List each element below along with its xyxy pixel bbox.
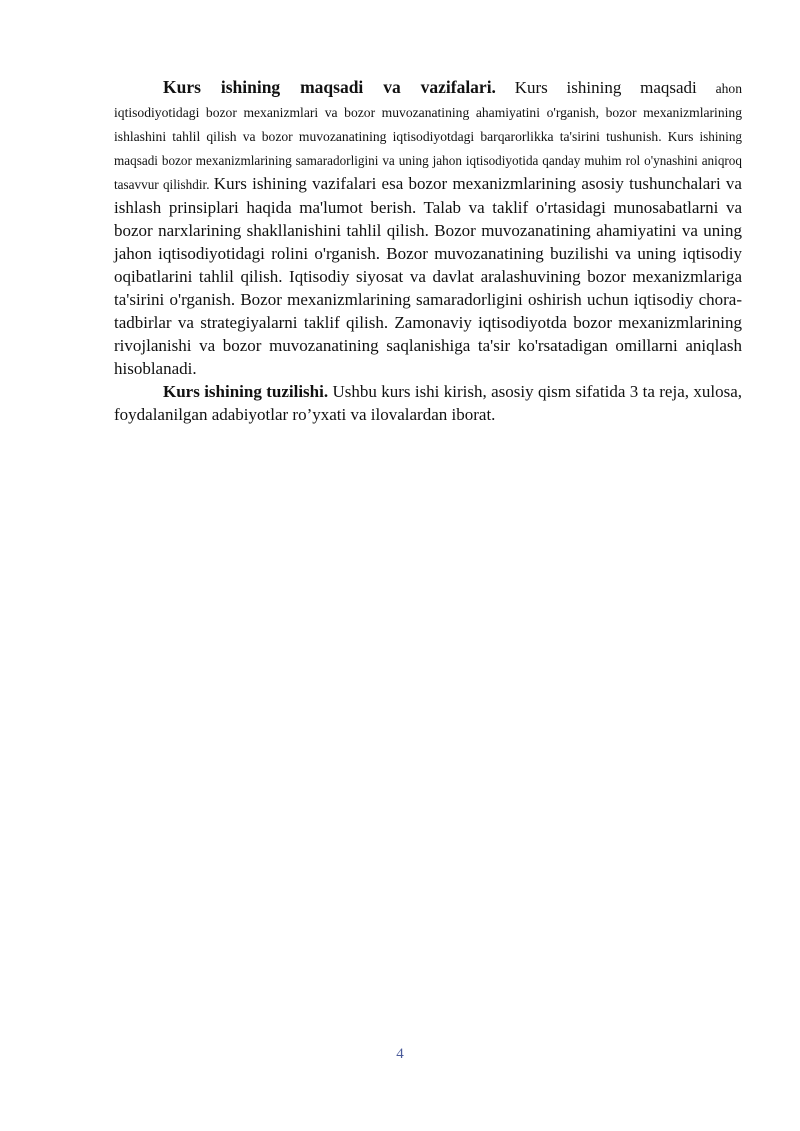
goals-smaller-text: Kurs ishining maqsadi bozor mexanizmlarining samaradorligini va uning jahon iqtisodiyotida qanday muhim rol o'ynashini aniqroq tasavvur qilishdir. (114, 129, 743, 192)
goals-lead-text: Kurs ishining maqsadi (495, 78, 716, 97)
document-body (114, 76, 742, 426)
goals-small-text: ahon iqtisodiyotidagi bozor mexanizmlari va bozor muvozanatining ahamiyatini o'rganish, bozor mexanizmlarining ishlashini tahlil qilish va bozor muvozanatining iqtisodiyotdagi barqarorlikka ta'sirini tushunish. (114, 81, 742, 144)
structure-text: Ushbu kurs ishi kirish, asosiy qism sifatida 3 ta reja, xulosa, foydalanilgan adabiyotlar ro’yxati va ilovalardan iborat. (114, 382, 742, 424)
tasks-text: Kurs ishining vazifalari esa bozor mexanizmlarining asosiy tushunchalari va ishlash prinsiplari haqida ma'lumot berish. Talab va taklif o'rtasidagi munosabatlarni va bozor narxlarining shakllanishini tahlil qilish. Bozor muvozanatining ahamiyatini va uning jahon iqtisodiyotidagi rolini o'rganish. Bozor muvozanatining buzilishi va uning iqtisodiy oqibatlarini tahlil qilish. Iqtisodiy siyosat va davlat aralashuvining bozor mexanizmlariga ta'sirini o'rganish. Bozor mexanizmlarining samaradorligini oshirish uchun iqtisodiy chora-tadbirlar va strategiyalarni taklif qilish. Zamonaviy iqtisodiyotda bozor mexanizmlarining rivojlanishi va bozor muvozanatining saqlanishiga ta'sir ko'rsatadigan omillarni aniqlash hisoblanadi. (114, 174, 742, 378)
goals-paragraph (114, 76, 742, 380)
goals-heading: Kurs ishining maqsadi va vazifalari. (163, 77, 496, 97)
structure-paragraph (114, 380, 742, 426)
structure-heading: Kurs ishining tuzilishi. (163, 382, 329, 401)
page-number: 4 (396, 1046, 404, 1062)
